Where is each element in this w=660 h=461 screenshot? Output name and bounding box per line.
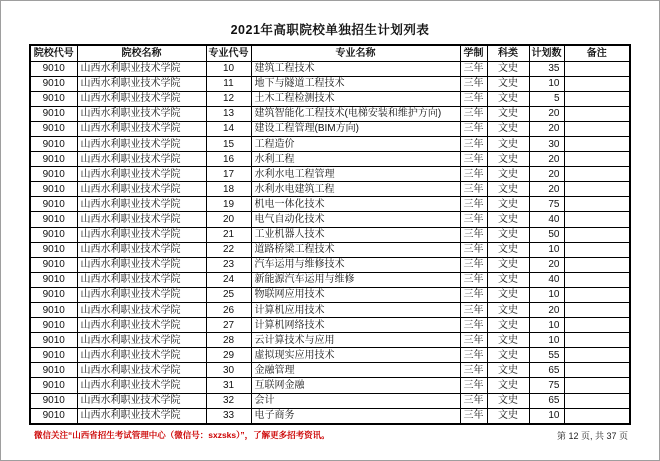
table-row bbox=[30, 106, 630, 121]
duration-cell: 三年 bbox=[460, 378, 487, 393]
college-code-cell: 9010 bbox=[30, 348, 77, 363]
major-code-cell: 25 bbox=[206, 287, 251, 302]
major-name-cell: 云计算技术与应用 bbox=[251, 333, 460, 348]
major-name-cell: 水利工程 bbox=[251, 152, 460, 167]
college-name-cell: 山西水利职业技术学院 bbox=[77, 363, 206, 378]
category-cell: 文史 bbox=[487, 272, 529, 287]
category-cell: 文史 bbox=[487, 348, 529, 363]
table-row bbox=[30, 61, 630, 76]
college-code-cell: 9010 bbox=[30, 303, 77, 318]
college-code-cell: 9010 bbox=[30, 212, 77, 227]
major-name-cell: 土木工程检测技术 bbox=[251, 91, 460, 106]
table-row bbox=[30, 167, 630, 182]
plan-count-cell: 20 bbox=[529, 257, 564, 272]
duration-cell: 三年 bbox=[460, 303, 487, 318]
major-code-cell: 29 bbox=[206, 348, 251, 363]
plan-count-cell: 20 bbox=[529, 106, 564, 121]
major-code-cell: 26 bbox=[206, 303, 251, 318]
remarks-cell bbox=[564, 167, 630, 182]
major-name-cell: 计算机网络技术 bbox=[251, 318, 460, 333]
major-name-cell: 水利水电建筑工程 bbox=[251, 182, 460, 197]
college-name-cell: 山西水利职业技术学院 bbox=[77, 61, 206, 76]
duration-cell: 三年 bbox=[460, 61, 487, 76]
plan-count-cell: 20 bbox=[529, 152, 564, 167]
college-code-cell: 9010 bbox=[30, 136, 77, 151]
college-code-cell: 9010 bbox=[30, 106, 77, 121]
column-header-college-name: 院校名称 bbox=[77, 45, 206, 61]
remarks-cell bbox=[564, 136, 630, 151]
table-row bbox=[30, 287, 630, 302]
table-row bbox=[30, 91, 630, 106]
column-header-category: 科类 bbox=[487, 45, 529, 61]
major-code-cell: 30 bbox=[206, 363, 251, 378]
page-number: 第 12 页, 共 37 页 bbox=[556, 430, 628, 441]
college-code-cell: 9010 bbox=[30, 121, 77, 136]
college-name-cell: 山西水利职业技术学院 bbox=[77, 318, 206, 333]
college-code-cell: 9010 bbox=[30, 272, 77, 287]
category-cell: 文史 bbox=[487, 167, 529, 182]
table-row bbox=[30, 408, 630, 424]
major-name-cell: 地下与隧道工程技术 bbox=[251, 76, 460, 91]
table-row bbox=[30, 333, 630, 348]
college-name-cell: 山西水利职业技术学院 bbox=[77, 197, 206, 212]
college-code-cell: 9010 bbox=[30, 61, 77, 76]
plan-count-cell: 10 bbox=[529, 242, 564, 257]
category-cell: 文史 bbox=[487, 76, 529, 91]
major-code-cell: 22 bbox=[206, 242, 251, 257]
duration-cell: 三年 bbox=[460, 106, 487, 121]
plan-count-cell: 10 bbox=[529, 333, 564, 348]
category-cell: 文史 bbox=[487, 333, 529, 348]
duration-cell: 三年 bbox=[460, 348, 487, 363]
college-name-cell: 山西水利职业技术学院 bbox=[77, 348, 206, 363]
column-header-college-code: 院校代号 bbox=[30, 45, 77, 61]
table-row bbox=[30, 378, 630, 393]
table-row bbox=[30, 272, 630, 287]
major-code-cell: 33 bbox=[206, 408, 251, 424]
college-name-cell: 山西水利职业技术学院 bbox=[77, 106, 206, 121]
duration-cell: 三年 bbox=[460, 121, 487, 136]
college-name-cell: 山西水利职业技术学院 bbox=[77, 272, 206, 287]
table-row bbox=[30, 76, 630, 91]
college-name-cell: 山西水利职业技术学院 bbox=[77, 378, 206, 393]
table-row bbox=[30, 227, 630, 242]
plan-count-cell: 30 bbox=[529, 136, 564, 151]
major-code-cell: 10 bbox=[206, 61, 251, 76]
major-code-cell: 14 bbox=[206, 121, 251, 136]
duration-cell: 三年 bbox=[460, 91, 487, 106]
duration-cell: 三年 bbox=[460, 152, 487, 167]
duration-cell: 三年 bbox=[460, 408, 487, 424]
category-cell: 文史 bbox=[487, 91, 529, 106]
category-cell: 文史 bbox=[487, 303, 529, 318]
major-name-cell: 计算机应用技术 bbox=[251, 303, 460, 318]
table-row bbox=[30, 152, 630, 167]
remarks-cell bbox=[564, 318, 630, 333]
major-code-cell: 11 bbox=[206, 76, 251, 91]
remarks-cell bbox=[564, 378, 630, 393]
duration-cell: 三年 bbox=[460, 257, 487, 272]
duration-cell: 三年 bbox=[460, 136, 487, 151]
duration-cell: 三年 bbox=[460, 197, 487, 212]
college-code-cell: 9010 bbox=[30, 363, 77, 378]
major-name-cell: 建筑智能化工程技术(电梯安装和维护方向) bbox=[251, 106, 460, 121]
plan-count-cell: 20 bbox=[529, 121, 564, 136]
table-row bbox=[30, 212, 630, 227]
plan-count-cell: 10 bbox=[529, 408, 564, 424]
major-code-cell: 13 bbox=[206, 106, 251, 121]
page-title: 2021年高职院校单独招生计划列表 bbox=[230, 23, 430, 37]
table-row bbox=[30, 363, 630, 378]
college-name-cell: 山西水利职业技术学院 bbox=[77, 212, 206, 227]
college-code-cell: 9010 bbox=[30, 408, 77, 424]
column-header-remarks: 备注 bbox=[564, 45, 630, 61]
remarks-cell bbox=[564, 76, 630, 91]
plan-count-cell: 40 bbox=[529, 272, 564, 287]
college-code-cell: 9010 bbox=[30, 333, 77, 348]
remarks-cell bbox=[564, 152, 630, 167]
plan-count-cell: 65 bbox=[529, 363, 564, 378]
duration-cell: 三年 bbox=[460, 182, 487, 197]
major-name-cell: 机电一体化技术 bbox=[251, 197, 460, 212]
table-row bbox=[30, 257, 630, 272]
category-cell: 文史 bbox=[487, 227, 529, 242]
table-row bbox=[30, 303, 630, 318]
table-row bbox=[30, 348, 630, 363]
major-name-cell: 水利水电工程管理 bbox=[251, 167, 460, 182]
major-code-cell: 21 bbox=[206, 227, 251, 242]
category-cell: 文史 bbox=[487, 106, 529, 121]
college-code-cell: 9010 bbox=[30, 378, 77, 393]
college-name-cell: 山西水利职业技术学院 bbox=[77, 393, 206, 408]
college-name-cell: 山西水利职业技术学院 bbox=[77, 257, 206, 272]
category-cell: 文史 bbox=[487, 378, 529, 393]
major-code-cell: 28 bbox=[206, 333, 251, 348]
table-body bbox=[30, 61, 630, 424]
college-code-cell: 9010 bbox=[30, 167, 77, 182]
category-cell: 文史 bbox=[487, 257, 529, 272]
category-cell: 文史 bbox=[487, 363, 529, 378]
college-name-cell: 山西水利职业技术学院 bbox=[77, 227, 206, 242]
college-name-cell: 山西水利职业技术学院 bbox=[77, 333, 206, 348]
category-cell: 文史 bbox=[487, 287, 529, 302]
plan-count-cell: 75 bbox=[529, 378, 564, 393]
major-name-cell: 会计 bbox=[251, 393, 460, 408]
major-name-cell: 电子商务 bbox=[251, 408, 460, 424]
category-cell: 文史 bbox=[487, 61, 529, 76]
table-row bbox=[30, 121, 630, 136]
category-cell: 文史 bbox=[487, 136, 529, 151]
duration-cell: 三年 bbox=[460, 363, 487, 378]
college-code-cell: 9010 bbox=[30, 197, 77, 212]
college-name-cell: 山西水利职业技术学院 bbox=[77, 287, 206, 302]
plan-count-cell: 5 bbox=[529, 91, 564, 106]
plan-count-cell: 40 bbox=[529, 212, 564, 227]
column-header-duration: 学制 bbox=[460, 45, 487, 61]
duration-cell: 三年 bbox=[460, 212, 487, 227]
category-cell: 文史 bbox=[487, 152, 529, 167]
duration-cell: 三年 bbox=[460, 242, 487, 257]
college-code-cell: 9010 bbox=[30, 91, 77, 106]
college-name-cell: 山西水利职业技术学院 bbox=[77, 242, 206, 257]
remarks-cell bbox=[564, 242, 630, 257]
duration-cell: 三年 bbox=[460, 333, 487, 348]
category-cell: 文史 bbox=[487, 393, 529, 408]
remarks-cell bbox=[564, 91, 630, 106]
college-code-cell: 9010 bbox=[30, 76, 77, 91]
major-name-cell: 汽车运用与维修技术 bbox=[251, 257, 460, 272]
college-name-cell: 山西水利职业技术学院 bbox=[77, 76, 206, 91]
major-code-cell: 15 bbox=[206, 136, 251, 151]
table-row bbox=[30, 393, 630, 408]
table-row bbox=[30, 182, 630, 197]
table-row bbox=[30, 136, 630, 151]
remarks-cell bbox=[564, 363, 630, 378]
major-code-cell: 23 bbox=[206, 257, 251, 272]
remarks-cell bbox=[564, 227, 630, 242]
major-name-cell: 工程造价 bbox=[251, 136, 460, 151]
category-cell: 文史 bbox=[487, 121, 529, 136]
college-name-cell: 山西水利职业技术学院 bbox=[77, 91, 206, 106]
college-name-cell: 山西水利职业技术学院 bbox=[77, 182, 206, 197]
category-cell: 文史 bbox=[487, 212, 529, 227]
major-name-cell: 电气自动化技术 bbox=[251, 212, 460, 227]
major-code-cell: 12 bbox=[206, 91, 251, 106]
major-code-cell: 19 bbox=[206, 197, 251, 212]
plan-count-cell: 20 bbox=[529, 167, 564, 182]
college-name-cell: 山西水利职业技术学院 bbox=[77, 152, 206, 167]
page-footer bbox=[30, 429, 630, 442]
college-code-cell: 9010 bbox=[30, 227, 77, 242]
table-row bbox=[30, 197, 630, 212]
college-name-cell: 山西水利职业技术学院 bbox=[77, 408, 206, 424]
duration-cell: 三年 bbox=[460, 272, 487, 287]
remarks-cell bbox=[564, 393, 630, 408]
table-row bbox=[30, 318, 630, 333]
column-header-plan-count: 计划数 bbox=[529, 45, 564, 61]
major-code-cell: 16 bbox=[206, 152, 251, 167]
remarks-cell bbox=[564, 287, 630, 302]
wechat-notice: 微信关注“山西省招生考试管理中心（微信号：sxzsks）”，了解更多招考资讯。 bbox=[34, 429, 330, 440]
college-name-cell: 山西水利职业技术学院 bbox=[77, 121, 206, 136]
major-name-cell: 物联网应用技术 bbox=[251, 287, 460, 302]
remarks-cell bbox=[564, 257, 630, 272]
plan-count-cell: 65 bbox=[529, 393, 564, 408]
major-code-cell: 31 bbox=[206, 378, 251, 393]
remarks-cell bbox=[564, 333, 630, 348]
remarks-cell bbox=[564, 212, 630, 227]
remarks-cell bbox=[564, 348, 630, 363]
major-name-cell: 道路桥梁工程技术 bbox=[251, 242, 460, 257]
duration-cell: 三年 bbox=[460, 167, 487, 182]
remarks-cell bbox=[564, 197, 630, 212]
college-code-cell: 9010 bbox=[30, 152, 77, 167]
header-row bbox=[30, 45, 630, 61]
duration-cell: 三年 bbox=[460, 227, 487, 242]
college-name-cell: 山西水利职业技术学院 bbox=[77, 303, 206, 318]
remarks-cell bbox=[564, 303, 630, 318]
major-code-cell: 27 bbox=[206, 318, 251, 333]
plan-count-cell: 10 bbox=[529, 76, 564, 91]
category-cell: 文史 bbox=[487, 197, 529, 212]
table-row bbox=[30, 242, 630, 257]
major-code-cell: 17 bbox=[206, 167, 251, 182]
college-name-cell: 山西水利职业技术学院 bbox=[77, 136, 206, 151]
category-cell: 文史 bbox=[487, 182, 529, 197]
remarks-cell bbox=[564, 106, 630, 121]
remarks-cell bbox=[564, 272, 630, 287]
plan-count-cell: 75 bbox=[529, 197, 564, 212]
major-code-cell: 20 bbox=[206, 212, 251, 227]
major-name-cell: 虚拟现实应用技术 bbox=[251, 348, 460, 363]
remarks-cell bbox=[564, 182, 630, 197]
category-cell: 文史 bbox=[487, 408, 529, 424]
plan-count-cell: 55 bbox=[529, 348, 564, 363]
duration-cell: 三年 bbox=[460, 76, 487, 91]
major-name-cell: 互联网金融 bbox=[251, 378, 460, 393]
column-header-major-code: 专业代号 bbox=[206, 45, 251, 61]
plan-count-cell: 35 bbox=[529, 61, 564, 76]
enrollment-plan-table bbox=[29, 44, 631, 425]
column-header-major-name: 专业名称 bbox=[251, 45, 460, 61]
duration-cell: 三年 bbox=[460, 318, 487, 333]
plan-count-cell: 50 bbox=[529, 227, 564, 242]
college-name-cell: 山西水利职业技术学院 bbox=[77, 167, 206, 182]
duration-cell: 三年 bbox=[460, 287, 487, 302]
college-code-cell: 9010 bbox=[30, 182, 77, 197]
major-code-cell: 24 bbox=[206, 272, 251, 287]
remarks-cell bbox=[564, 61, 630, 76]
remarks-cell bbox=[564, 408, 630, 424]
plan-count-cell: 10 bbox=[529, 287, 564, 302]
college-code-cell: 9010 bbox=[30, 287, 77, 302]
college-code-cell: 9010 bbox=[30, 318, 77, 333]
category-cell: 文史 bbox=[487, 318, 529, 333]
major-code-cell: 32 bbox=[206, 393, 251, 408]
college-code-cell: 9010 bbox=[30, 242, 77, 257]
plan-count-cell: 20 bbox=[529, 182, 564, 197]
major-name-cell: 新能源汽车运用与维修 bbox=[251, 272, 460, 287]
plan-count-cell: 10 bbox=[529, 318, 564, 333]
major-name-cell: 金融管理 bbox=[251, 363, 460, 378]
college-code-cell: 9010 bbox=[30, 393, 77, 408]
category-cell: 文史 bbox=[487, 242, 529, 257]
college-code-cell: 9010 bbox=[30, 257, 77, 272]
duration-cell: 三年 bbox=[460, 393, 487, 408]
major-name-cell: 建筑工程技术 bbox=[251, 61, 460, 76]
plan-count-cell: 20 bbox=[529, 303, 564, 318]
major-name-cell: 工业机器人技术 bbox=[251, 227, 460, 242]
remarks-cell bbox=[564, 121, 630, 136]
major-code-cell: 18 bbox=[206, 182, 251, 197]
major-name-cell: 建设工程管理(BIM方向) bbox=[251, 121, 460, 136]
table-header bbox=[30, 45, 630, 61]
